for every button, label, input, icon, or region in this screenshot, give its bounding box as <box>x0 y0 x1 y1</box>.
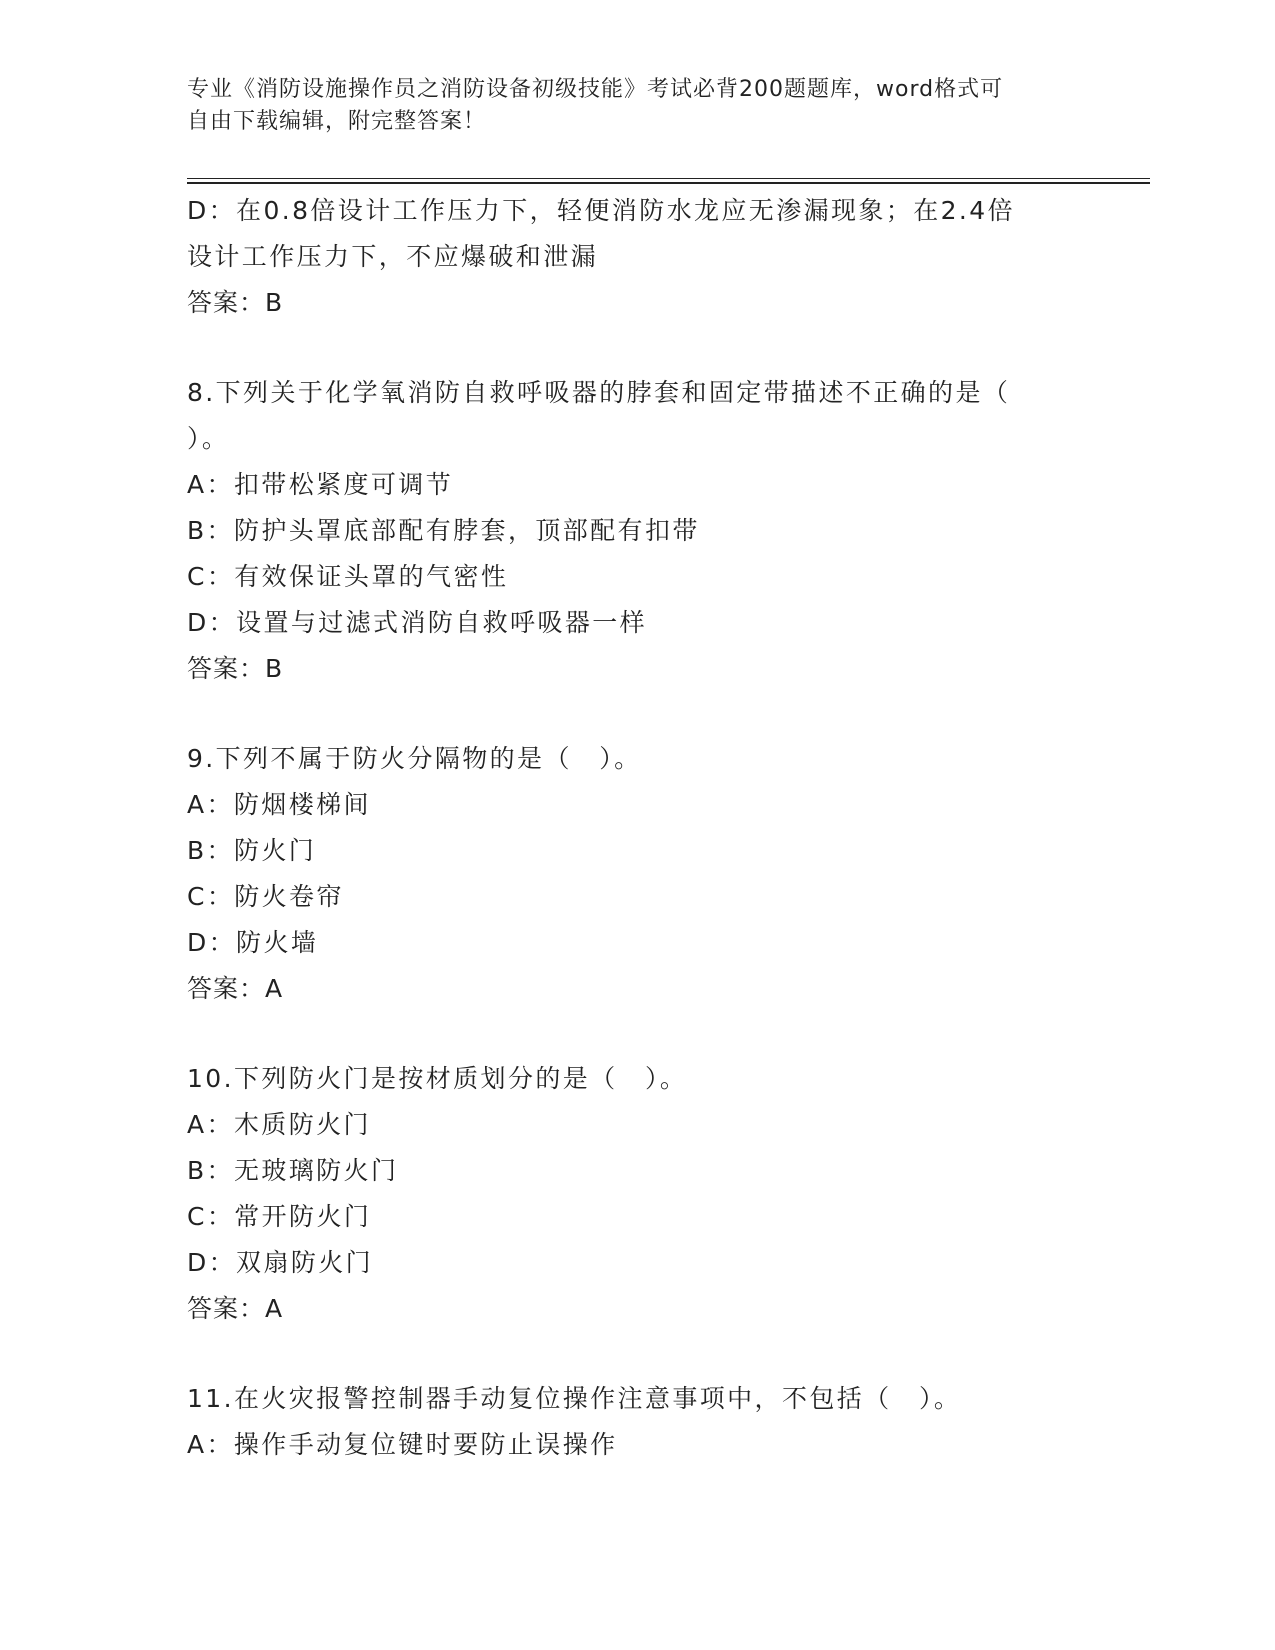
answer: 答案：B <box>187 288 284 317</box>
question-11 <box>187 1376 1087 1468</box>
question-9 <box>187 736 1087 1012</box>
question-text: 9.下列不属于防火分隔物的是（ ）。 <box>187 744 642 773</box>
option-c: C：防火卷帘 <box>187 882 344 911</box>
option-a: A：扣带松紧度可调节 <box>187 470 454 499</box>
option-a: A：防烟楼梯间 <box>187 790 371 819</box>
question-text-continued: ）。 <box>187 424 230 453</box>
option-d-continued: 设计工作压力下，不应爆破和泄漏 <box>187 242 599 271</box>
answer: 答案：B <box>187 654 284 683</box>
question-text: 11.在火灾报警控制器手动复位操作注意事项中，不包括（ ）。 <box>187 1384 962 1413</box>
spacer <box>187 1012 1087 1056</box>
document-header <box>187 74 1067 138</box>
option-b: B：防护头罩底部配有脖套，顶部配有扣带 <box>187 516 700 545</box>
question-10 <box>187 1056 1087 1332</box>
spacer <box>187 326 1087 370</box>
option-d: D：防火墙 <box>187 928 319 957</box>
header-divider-thin <box>187 178 1150 179</box>
option-b: B：无玻璃防火门 <box>187 1156 399 1185</box>
answer: 答案：A <box>187 1294 284 1323</box>
question-text: 10.下列防火门是按材质划分的是（ ）。 <box>187 1064 688 1093</box>
option-d: D：双扇防火门 <box>187 1248 374 1277</box>
option-a: A：木质防火门 <box>187 1110 371 1139</box>
header-divider-thick <box>187 182 1150 184</box>
option-c: C：有效保证头罩的气密性 <box>187 562 509 591</box>
spacer <box>187 1332 1087 1376</box>
header-line-2: 自由下载编辑，附完整答案！ <box>187 109 487 134</box>
question-list <box>187 188 1087 1468</box>
option-d: D：在0.8倍设计工作压力下，轻便消防水龙应无渗漏现象；在2.4倍 <box>187 196 1015 225</box>
question-8 <box>187 370 1087 692</box>
question-text: 8.下列关于化学氧消防自救呼吸器的脖套和固定带描述不正确的是（ <box>187 378 1011 407</box>
option-a: A：操作手动复位键时要防止误操作 <box>187 1430 618 1459</box>
answer: 答案：A <box>187 974 284 1003</box>
option-d: D：设置与过滤式消防自救呼吸器一样 <box>187 608 648 637</box>
header-line-1: 专业《消防设施操作员之消防设备初级技能》考试必背200题题库，word格式可 <box>187 77 1004 102</box>
option-b: B：防火门 <box>187 836 317 865</box>
spacer <box>187 692 1087 736</box>
question-7-tail <box>187 188 1087 326</box>
option-c: C：常开防火门 <box>187 1202 372 1231</box>
